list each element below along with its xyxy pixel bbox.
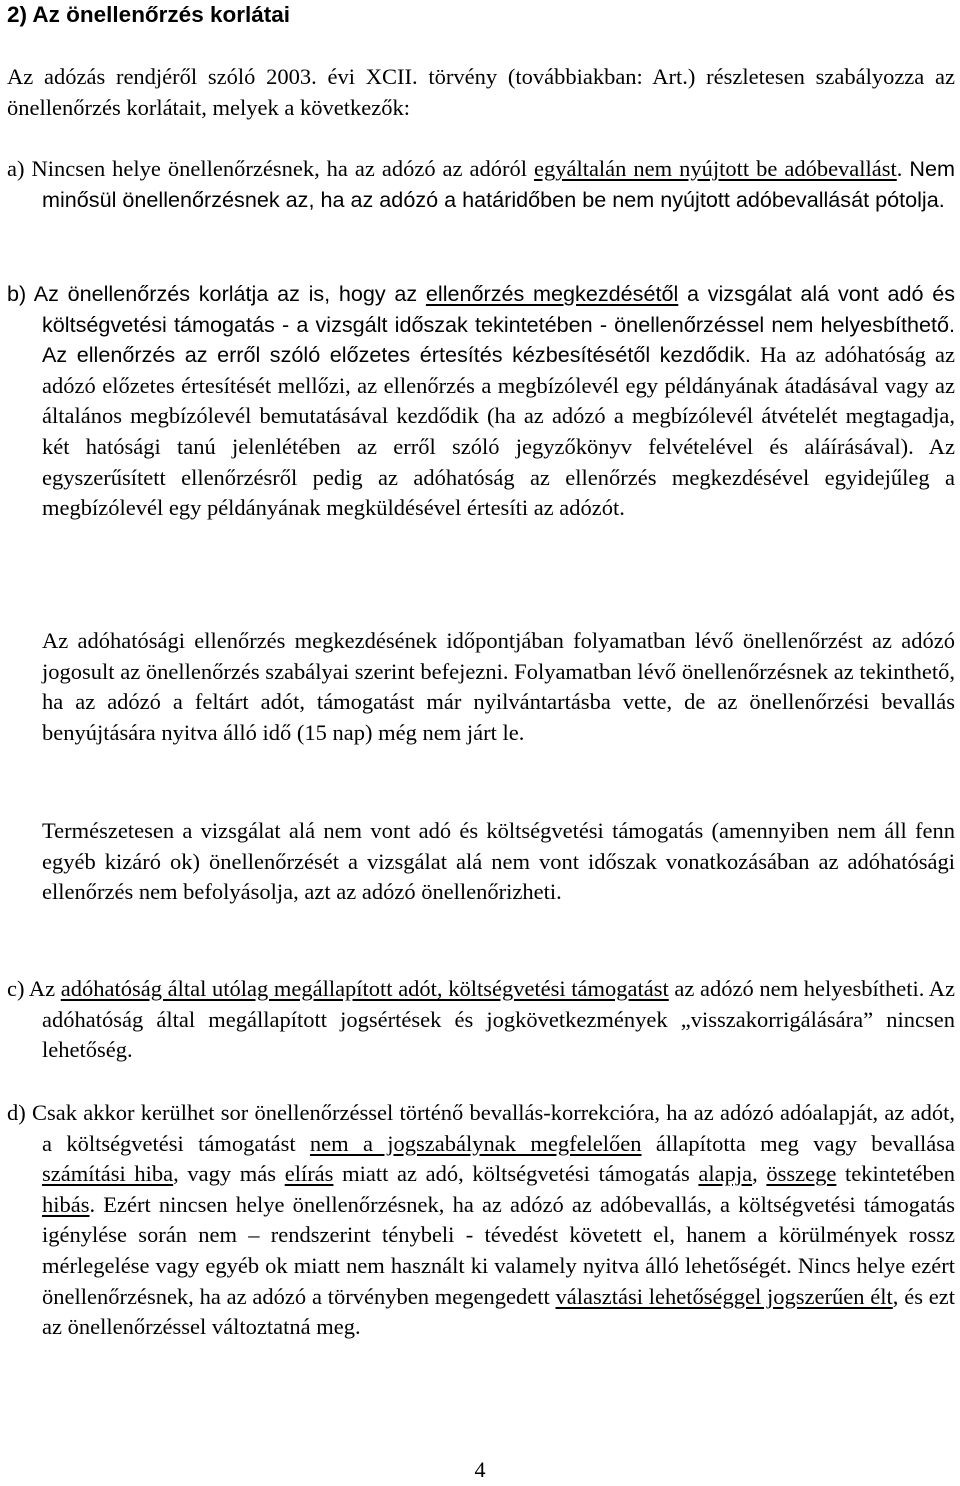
intro-paragraph: Az adózás rendjéről szóló 2003. évi XCII. törvény (továbbiakban: Art.) részletesen szabályozza az önellenőrzés korlátait, melyek a következők: <box>7 64 955 120</box>
item-d-underlined-1: nem a jogszabálynak megfelelően <box>309 1130 642 1156</box>
item-d-underlined-3: elírás <box>284 1161 334 1187</box>
item-d-paragraph <box>7 1098 955 1343</box>
item-a-underlined: egyáltalán nem nyújtott be adóbevallást <box>533 156 897 181</box>
item-b-paragraph-3: Természetesen a vizsgálat alá nem vont adó és költségvetési támogatás (amennyiben nem áll fenn egyéb kizáró ok) önellenőrzését a vizsgálat alá nem vont időszak vonatkozásában az adóhatósági ellenőrzés nem befolyásolja, azt az adózó önellenőrizheti. <box>42 818 955 905</box>
page-number: 4 <box>474 1457 486 1482</box>
item-a-sentence-2: Nem minősül önellenőrzésnek az, ha az adózó a határidőben be nem nyújtott adóbevallását pótolja. <box>42 156 955 212</box>
item-c-text-2: az adózó nem helyesbítheti. Az adóhatóság által megállapított jogsértések és jogkövetkezmények „visszakorrigálására” nincsen lehetőség. <box>42 976 955 1063</box>
item-d-text-3: , vagy más <box>173 1161 285 1187</box>
item-d-text-1: d) Csak akkor kerülhet sor önellenőrzéssel történő bevallás-korrekcióra, ha az adózó adóalapját, az adót, a költségvetési támogatást <box>7 1100 955 1156</box>
item-d-underlined-4: alapja <box>698 1161 753 1187</box>
item-a-paragraph <box>7 154 955 215</box>
item-d-underlined-7: választási lehetőséggel jogszerűen élt <box>555 1283 893 1309</box>
item-b-text-3: Ha az adóhatóság az adózó előzetes értesítését mellőzi, az ellenőrzés a megbízólevél egy példányának átadásával vagy az általános megbízólevél bemutatásával kezdődik (ha az adózó a megbízólevél átvételét megtagadja, két hatósági tanú jelenlétében az erről szóló jegyzőkönyv felvételével és aláírásával). Az egyszerűsített ellenőrzésről pedig az adóhatóság az ellenőrzés megkezdésével egyidejűleg a megbízólevél egy példányának megküldésével értesíti az adózót. <box>42 342 955 521</box>
item-d-text-4: miatt az adó, költségvetési támogatás <box>333 1161 699 1187</box>
item-d-text-2: állapította meg vagy bevallása <box>641 1130 955 1156</box>
item-d-underlined-2: számítási hiba <box>42 1161 174 1187</box>
item-d-text-7: . Ezért nincsen helye önellenőrzésnek, ha az adózó az adóbevallás, a költségvetési támogatás igénylése során nem – rendszerint ténybeli - tévedést követett el, hanem a körülmények rossz mérlegelése vagy egyéb ok miatt nem használt ki valamely nyitva álló lehetőségét. Nincs helye ezért önellenőrzésnek, ha az adózó a törvényben megengedett <box>42 1191 955 1309</box>
item-c-underlined: adóhatóság által utólag megállapított adót, költségvetési támogatást <box>60 976 669 1001</box>
item-b-paragraph-2: Az adóhatósági ellenőrzés megkezdésének időpontjában folyamatban lévő önellenőrzést az adózó jogosult az önellenőrzés szabályai szerint befejezni. Folyamatban lévő önellenőrzésnek az tekinthető, ha az adózó a feltárt adót, támogatást már nyilvántartásba vette, de az önellenőrzési bevallás benyújtására nyitva álló idő (15 nap) még nem járt le. <box>42 628 955 745</box>
item-b-underlined: ellenőrzés megkezdésétől <box>425 281 679 306</box>
item-d-text-5: , <box>752 1161 767 1187</box>
item-d-underlined-6: hibás <box>42 1191 90 1217</box>
item-a-text-2: . <box>896 156 910 181</box>
section-heading: 2) Az önellenőrzés korlátai <box>7 2 290 27</box>
item-c-text-1: c) Az <box>7 976 61 1001</box>
item-b-text-1: b) Az önellenőrzés korlátja az is, hogy az <box>7 281 426 306</box>
item-b-paragraph <box>7 279 955 524</box>
item-d-text-6: tekintetében <box>836 1161 955 1187</box>
item-d-underlined-5: összege <box>766 1161 837 1187</box>
item-a-text-1: a) Nincsen helye önellenőrzésnek, ha az adózó az adóról <box>7 156 534 181</box>
item-d-text-8: , és ezt az önellenőrzéssel változtatná meg. <box>42 1283 955 1340</box>
item-b-text-2: a vizsgálat alá vont adó és költségvetési támogatás - a vizsgált időszak tekintetében - önellenőrzéssel nem helyesbíthető. Az ellenőrzés az erről szóló előzetes értesítés kézbesítésétől kezdődik. <box>42 281 955 368</box>
item-c-paragraph <box>7 974 955 1066</box>
